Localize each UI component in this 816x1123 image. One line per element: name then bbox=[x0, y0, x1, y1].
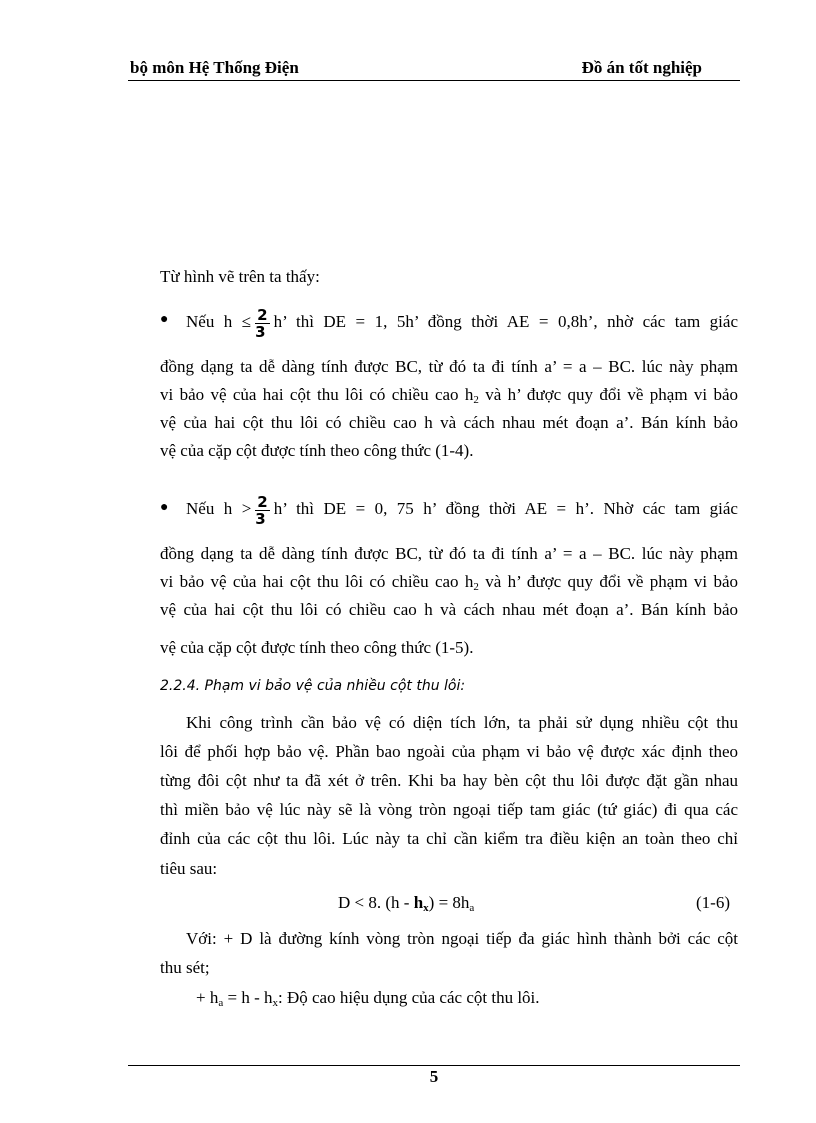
bullet2-line4: vệ của hai cột thu lôi có chiều cao h và cách nhau mét đoạn a’. Bán kính bảo bbox=[160, 600, 738, 619]
bullet2-line5: vệ của cặp cột được tính theo công thức (1-5). bbox=[160, 638, 474, 657]
bullet-icon: ● bbox=[160, 312, 169, 327]
bullet1-line1: Nếu h ≤ $\frac{2}{3}$ h’ thì DE = 1, 5h’ đồng thời AE = 0,8h’, nhờ các tam giác bbox=[186, 305, 738, 341]
bullet1-line4: vệ của hai cột thu lôi có chiều cao h và cách nhau mét đoạn a’. Bán kính bảo bbox=[160, 413, 738, 432]
formula-number: (1-6) bbox=[696, 893, 730, 912]
formula: D < 8. $(h - h_x) = 8h_a$ bbox=[338, 893, 475, 914]
definition-line: + $h_a = h - h_x$: Độ cao hiệu dụng của các cột thu lôi. bbox=[196, 988, 540, 1009]
definition-line: Với: + D là đường kính vòng tròn ngoại tiếp đa giác hình thành bởi các cột bbox=[186, 929, 738, 948]
bullet1-line2: đồng dạng ta dễ dàng tính được BC, từ đó ta đi tính a’ = a – BC. lúc này phạm bbox=[160, 357, 738, 376]
header-divider bbox=[128, 80, 740, 81]
section-heading: 2.2.4. Phạm vi bảo vệ của nhiều cột thu lôi: bbox=[160, 678, 466, 694]
footer-divider bbox=[128, 1065, 740, 1066]
bullet2-line3: vi bảo vệ của hai cột thu lôi có chiều cao $h_2$ và h’ được quy đổi về phạm vi bảo bbox=[160, 572, 739, 593]
page-number: 5 bbox=[429, 1067, 439, 1086]
fraction: $\frac{2}{3}$ bbox=[255, 492, 268, 528]
bullet2-line2: đồng dạng ta dễ dàng tính được BC, từ đó ta đi tính a’ = a – BC. lúc này phạm bbox=[160, 544, 738, 563]
definition-line: thu sét; bbox=[160, 958, 210, 977]
header-document-type: Đồ án tốt nghiệp bbox=[581, 58, 702, 77]
paragraph-line: lôi để phối hợp bảo vệ. Phần bao ngoài của phạm vi bảo vệ được xác định theo bbox=[160, 742, 738, 761]
bullet1-line3: vi bảo vệ của hai cột thu lôi có chiều cao $h_2$ và h’ được quy đổi về phạm vi bảo bbox=[160, 385, 739, 406]
bullet2-line1: Nếu h > $\frac{2}{3}$ h’ thì DE = 0, 75 h’ đồng thời AE = h’. Nhờ các tam giác bbox=[186, 492, 738, 528]
paragraph-line: Khi công trình cần bảo vệ có diện tích lớn, ta phải sử dụng nhiều cột thu bbox=[186, 713, 738, 732]
intro-text: Từ hình vẽ trên ta thấy: bbox=[160, 267, 320, 286]
paragraph-line: đỉnh của các cột thu lôi. Lúc này ta chỉ cần kiểm tra điều kiện an toàn theo chỉ bbox=[160, 829, 738, 848]
bullet-icon: ● bbox=[160, 500, 169, 515]
header-department: bộ môn Hệ Thống Điện bbox=[130, 58, 299, 77]
bullet1-line5: vệ của cặp cột được tính theo công thức (1-4). bbox=[160, 441, 474, 460]
paragraph-line: từng đôi cột như ta đã xét ở trên. Khi ba hay bèn cột thu lôi được đặt gần nhau bbox=[160, 771, 738, 790]
paragraph-line: tiêu sau: bbox=[160, 859, 218, 878]
fraction: $\frac{2}{3}$ bbox=[255, 305, 268, 341]
paragraph-line: thì miền bảo vệ lúc này sẽ là vòng tròn ngoại tiếp tam giác (tứ giác) đi qua các bbox=[160, 800, 738, 819]
